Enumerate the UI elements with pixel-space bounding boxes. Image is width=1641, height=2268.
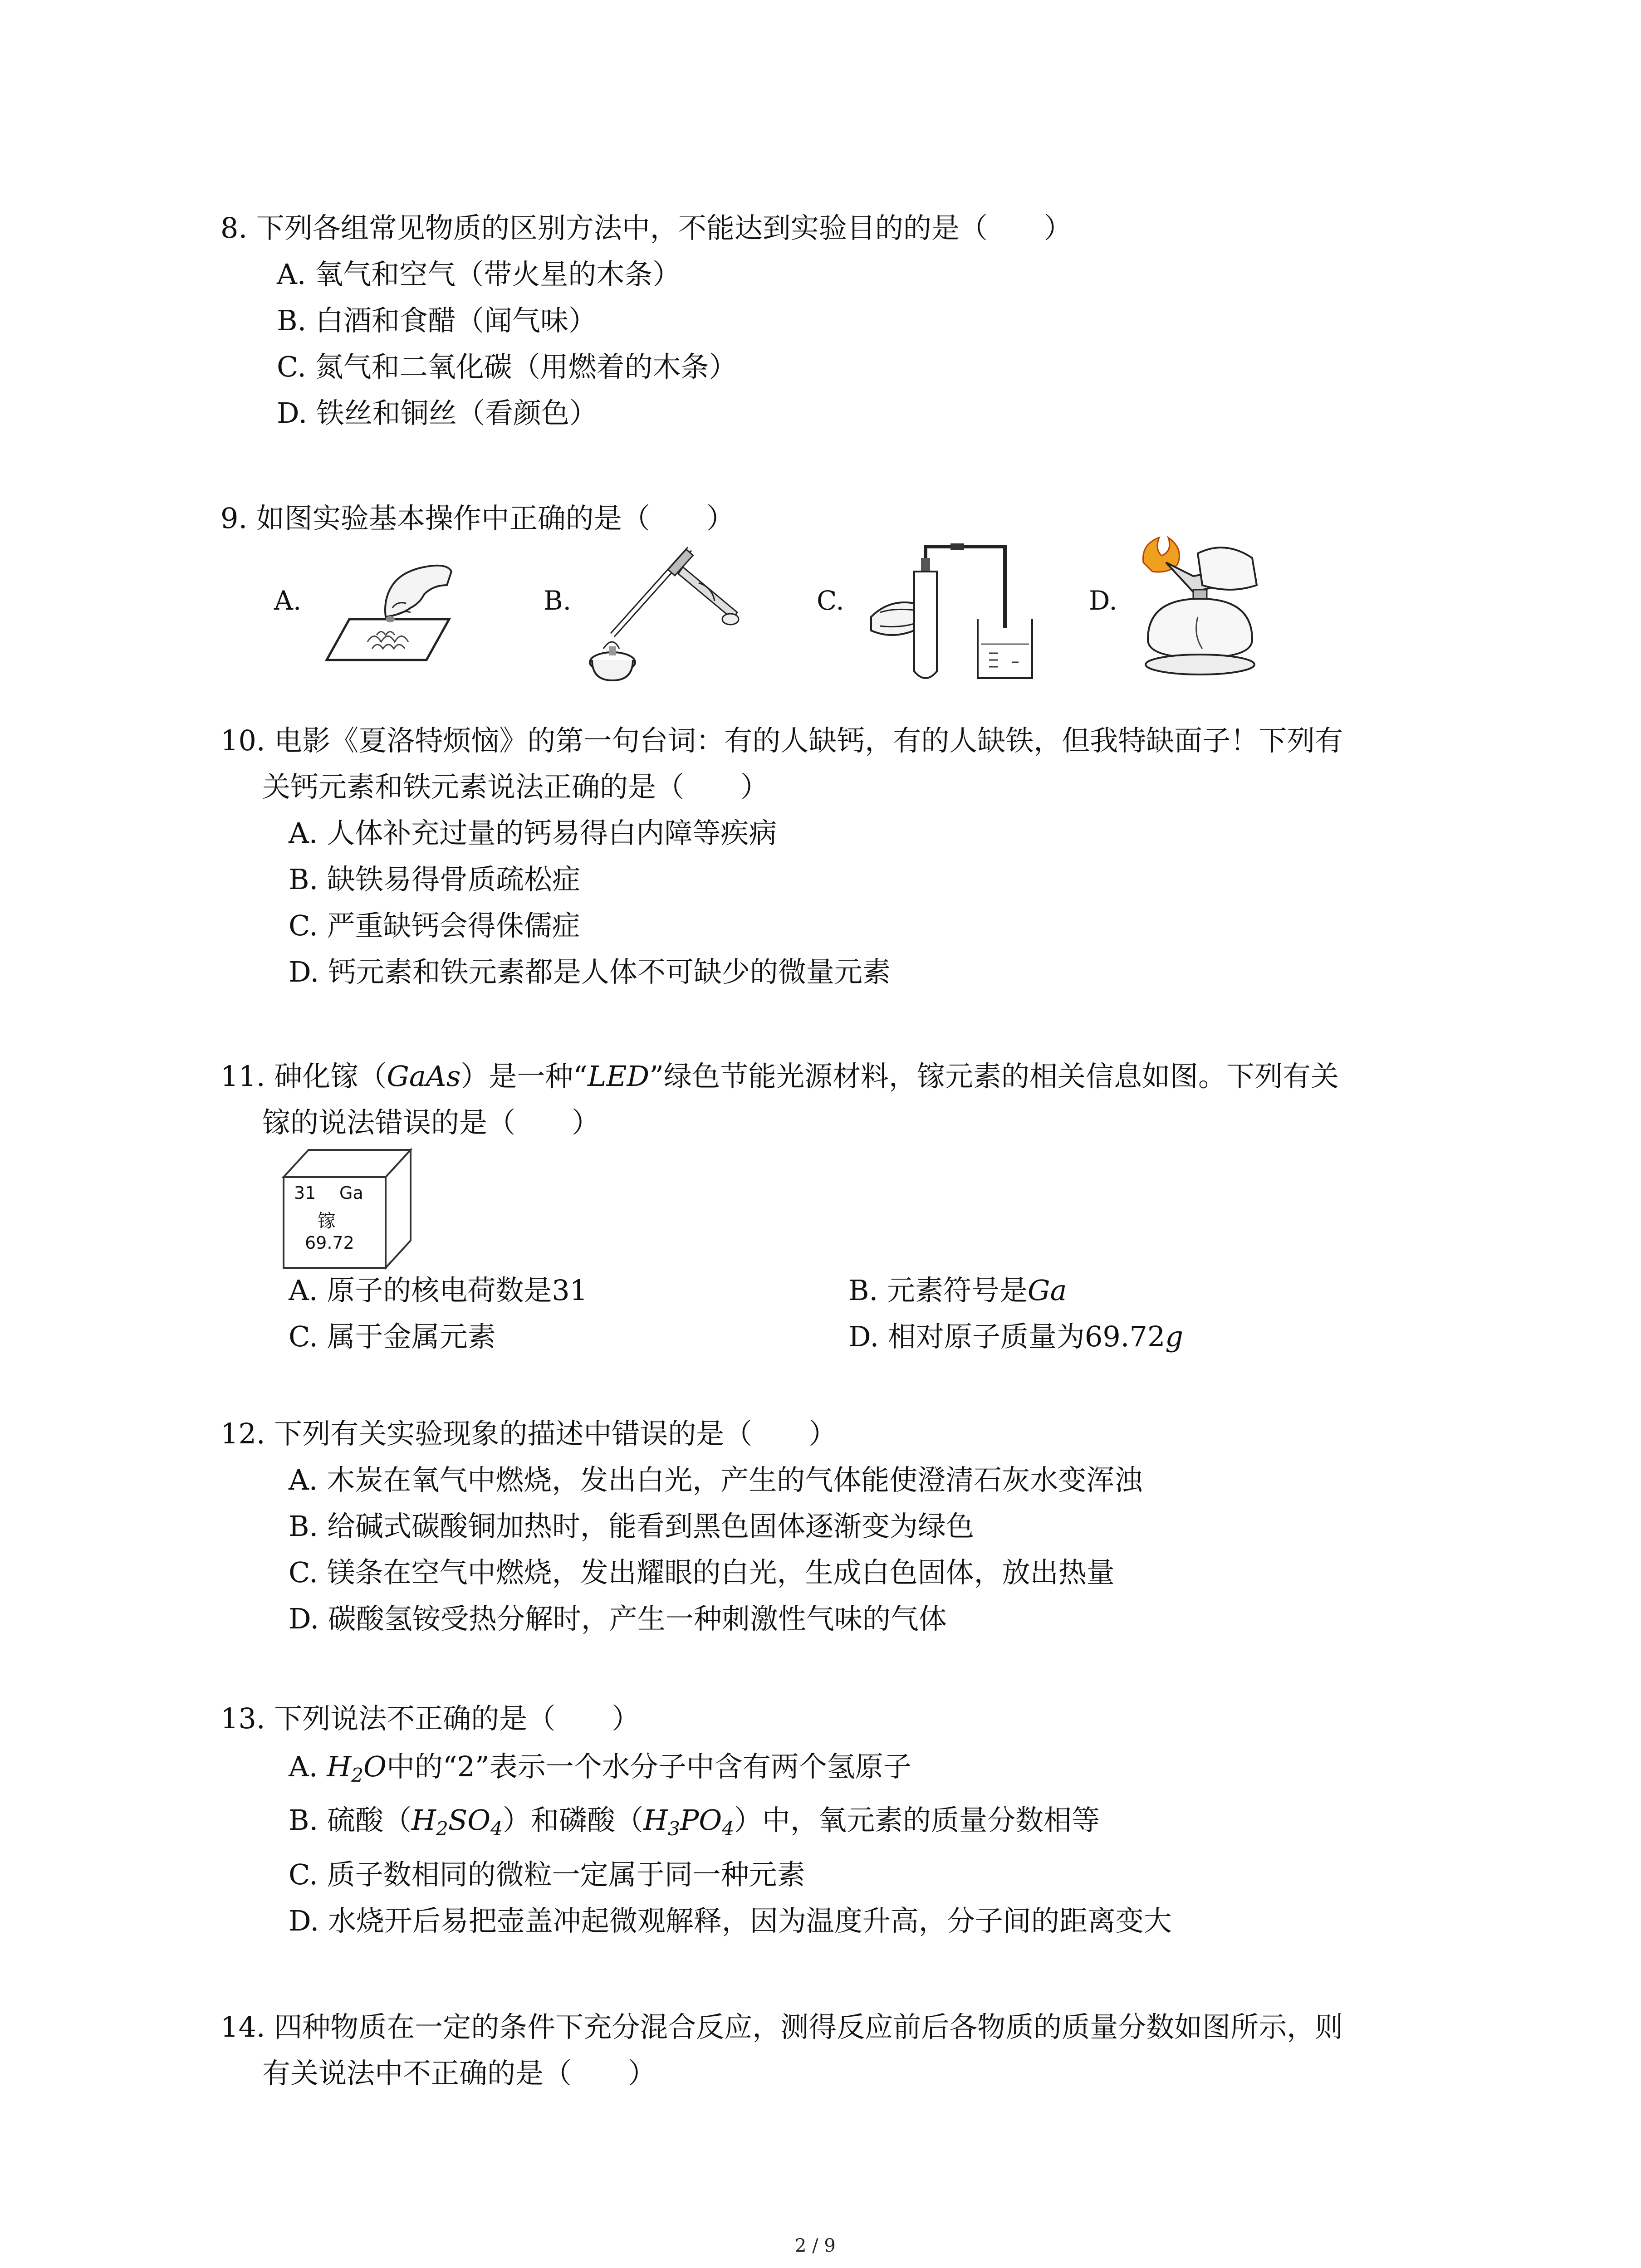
q14-stem-line1: 14. 四种物质在一定的条件下充分混合反应，测得反应前后各物质的质量分数如图所示，则 — [220, 2010, 1343, 2043]
q11-option-b-symbol: Ga — [1027, 1274, 1067, 1307]
q11-stem-line1 — [220, 1060, 1339, 1093]
q12-option-d: D. 碳酸氢铵受热分解时，产生一种刺激性气味的气体 — [289, 1602, 947, 1635]
q9-stem: 9. 如图实验基本操作中正确的是（ ） — [220, 502, 735, 535]
q11-option-a: A. 原子的核电荷数是31 — [289, 1274, 588, 1307]
q11-formula: GaAs — [387, 1060, 461, 1093]
q11-option-b-prefix: B. 元素符号是 — [848, 1274, 1028, 1307]
q9-figure-a — [318, 540, 454, 667]
q11-stem-prefix: 11. 砷化镓（ — [220, 1060, 387, 1093]
q8-option-b: B. 白酒和食醋（闻气味） — [277, 304, 597, 337]
q11-stem-mid: ）是一种“ — [460, 1060, 588, 1093]
q11-option-d-unit: g — [1165, 1320, 1184, 1353]
q11-element-mass: 69.72 — [305, 1233, 354, 1253]
q11-element-name: 镓 — [318, 1211, 336, 1232]
q12-stem: 12. 下列有关实验现象的描述中错误的是（ ） — [220, 1417, 837, 1450]
q13-h2so4: $H_2SO_4$ — [411, 1804, 503, 1840]
q11-option-c: C. 属于金属元素 — [289, 1320, 496, 1353]
q13-stem: 13. 下列说法不正确的是（ ） — [220, 1702, 640, 1735]
q8-option-d: D. 铁丝和铜丝（看颜色） — [277, 396, 598, 430]
q10-option-a: A. 人体补充过量的钙易得白内障等疾病 — [289, 816, 777, 850]
q11-element-number: 31 — [294, 1183, 316, 1203]
q13-option-b-prefix: B. 硫酸（ — [289, 1804, 411, 1837]
q13-option-d: D. 水烧开后易把壶盖冲起微观解释，因为温度升高，分子间的距离变大 — [289, 1904, 1172, 1937]
q9-label-a: A. — [274, 585, 302, 616]
q10-option-b: B. 缺铁易得骨质疏松症 — [289, 863, 580, 896]
q11-stem-line2: 镓的说法错误的是（ ） — [262, 1106, 600, 1139]
q13-option-a-label: A. — [289, 1750, 327, 1783]
q9-figure-b — [585, 540, 749, 685]
q11-option-d — [848, 1320, 1183, 1354]
q14-stem-line2: 有关说法中不正确的是（ ） — [262, 2057, 656, 2090]
q10-option-c: C. 严重缺钙会得侏儒症 — [289, 909, 580, 942]
q8-stem: 8. 下列各组常见物质的区别方法中，不能达到实验目的的是（ ） — [220, 211, 1072, 244]
q13-option-b-mid: ）和磷酸（ — [502, 1804, 643, 1837]
q9-figure-d — [1130, 535, 1284, 680]
q11-element-symbol: Ga — [339, 1183, 363, 1203]
q9-figure-c — [862, 540, 1025, 685]
page-number: 2 / 9 — [795, 2235, 836, 2256]
q10-option-d: D. 钙元素和铁元素都是人体不可缺少的微量元素 — [289, 955, 891, 988]
q13-option-b-rest: ）中，氧元素的质量分数相等 — [734, 1804, 1100, 1837]
q9-label-b: B. — [544, 585, 572, 616]
q8-option-a: A. 氧气和空气（带火星的木条） — [277, 258, 681, 291]
q13-h3po4: $H_3PO_4$ — [643, 1804, 734, 1840]
q10-stem-line2: 关钙元素和铁元素说法正确的是（ ） — [262, 770, 769, 803]
q9-label-c: C. — [817, 585, 844, 616]
q13-h2o: $H_2O$ — [327, 1750, 387, 1786]
q13-option-b — [289, 1804, 1100, 1846]
q12-option-c: C. 镁条在空气中燃烧，发出耀眼的白光，生成白色固体，放出热量 — [289, 1556, 1115, 1589]
q13-option-c: C. 质子数相同的微粒一定属于同一种元素 — [289, 1858, 805, 1891]
q9-label-d: D. — [1089, 585, 1117, 616]
q13-option-a-rest: 中的“2”表示一个水分子中含有两个氢原子 — [386, 1750, 911, 1783]
q12-option-a: A. 木炭在氧气中燃烧，发出白光，产生的气体能使澄清石灰水变浑浊 — [289, 1463, 1143, 1496]
q11-option-b — [848, 1274, 1067, 1307]
q13-option-a — [289, 1750, 911, 1792]
q8-option-c: C. 氮气和二氧化碳（用燃着的木条） — [277, 350, 737, 383]
q10-stem-line1: 10. 电影《夏洛特烦恼》的第一句台词：有的人缺钙，有的人缺铁，但我特缺面子！下列有 — [220, 724, 1343, 757]
q11-option-d-prefix: D. 相对原子质量为69.72 — [848, 1320, 1166, 1353]
q11-stem-rest: ”绿色节能光源材料，镓元素的相关信息如图。下列有关 — [649, 1060, 1339, 1093]
q11-led: LED — [588, 1060, 650, 1093]
q12-option-b: B. 给碱式碳酸铜加热时，能看到黑色固体逐渐变为绿色 — [289, 1510, 974, 1543]
